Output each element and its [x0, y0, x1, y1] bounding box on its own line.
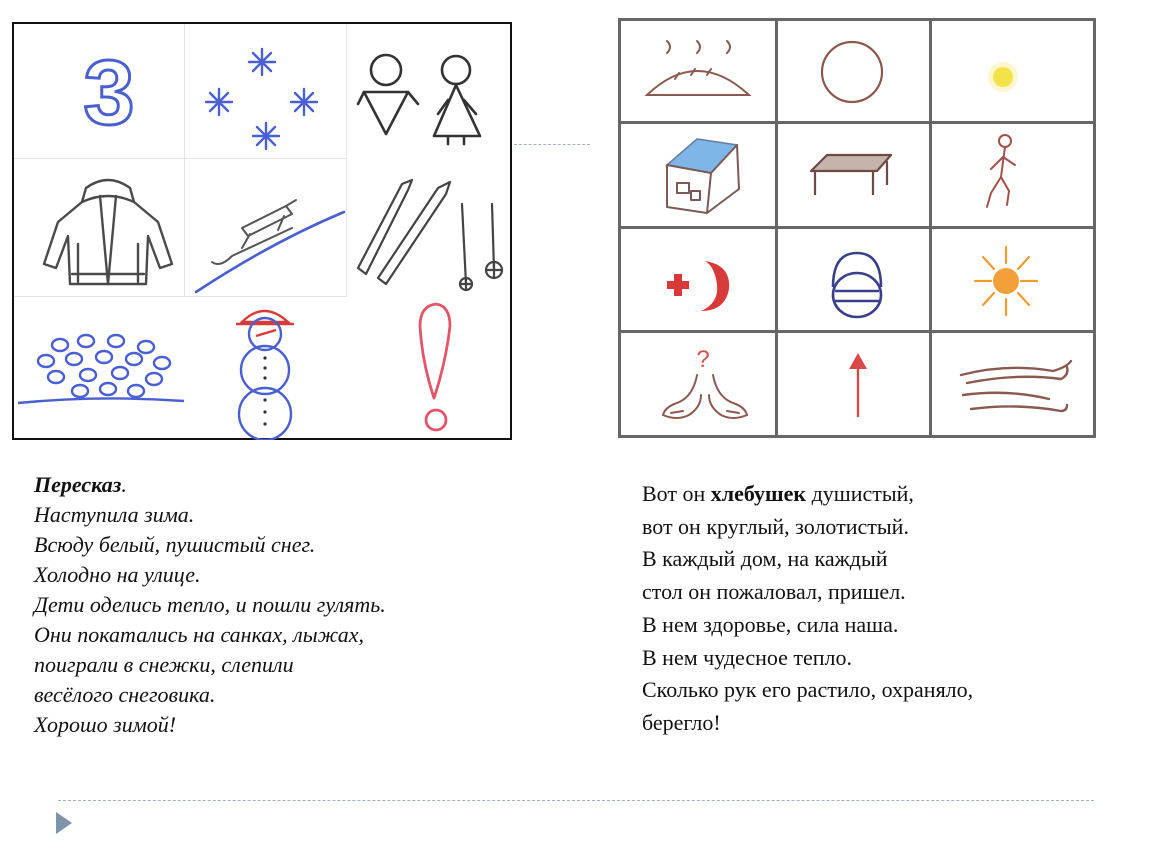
bread-poem	[642, 478, 1102, 740]
poem-line: вот он круглый, золотистый.	[642, 513, 909, 539]
retelling-text	[34, 470, 534, 740]
story-line: Дети оделись тепло, и пошли гулять.	[34, 592, 386, 617]
walking-man-icon	[983, 133, 1023, 217]
big-sun-icon	[971, 243, 1041, 319]
hands-question-icon	[657, 341, 757, 425]
story-line: поиграли в снежки, слепили	[34, 652, 294, 677]
next-slide-arrow-icon[interactable]	[56, 812, 72, 834]
bread-picture-grid	[618, 18, 1096, 438]
snowballs-icon	[16, 329, 186, 409]
coat-icon	[38, 174, 178, 289]
sled-on-hill-icon	[192, 184, 347, 294]
grid-line	[621, 226, 1093, 229]
basket-icon	[827, 247, 887, 323]
poem-line: берегло!	[642, 709, 721, 735]
circle-icon	[807, 37, 897, 107]
winter-picture-grid	[12, 22, 512, 440]
footer-rule	[58, 800, 1094, 801]
poem-line: В нем здоровье, сила наша.	[642, 611, 899, 637]
small-sun-icon	[983, 57, 1023, 97]
story-line: Холодно на улице.	[34, 562, 201, 587]
table-icon	[807, 149, 897, 199]
number-3-glyph: 3	[83, 52, 135, 134]
story-line: Хорошо зимой!	[34, 712, 177, 737]
skis-and-poles-icon	[354, 174, 512, 296]
poem-line: В нем чудесное тепло.	[642, 644, 853, 670]
poem-line: В каждый дом, на каждый	[642, 546, 888, 572]
red-cross-crescent-icon	[661, 255, 741, 315]
story-line: весёлого снеговика.	[34, 682, 216, 707]
warm-bread-loaf-icon	[641, 39, 755, 107]
grid-line	[621, 330, 1093, 333]
number-3-icon	[54, 52, 164, 134]
poem-line: Сколько рук его растило, охраняло,	[642, 677, 974, 703]
up-arrow-icon	[843, 351, 873, 421]
snowman-icon	[206, 300, 326, 440]
snowflakes-icon	[200, 44, 330, 154]
poem-keyword: хлебушек	[710, 481, 807, 506]
poem-line: стол он пожаловал, пришел.	[642, 579, 906, 605]
exclamation-icon	[406, 302, 466, 436]
story-line: Наступила зима.	[34, 502, 195, 527]
house-icon	[657, 133, 747, 217]
story-line: Они покатались на санках, лыжах,	[34, 622, 365, 647]
connector-line	[514, 144, 590, 145]
poem-line: Вот он хлебушек душистый,	[642, 481, 914, 506]
grid-line	[621, 121, 1093, 124]
question-mark: ?	[696, 346, 710, 373]
story-line: Всюду белый, пушистый снег.	[34, 532, 316, 557]
boy-girl-icon	[356, 52, 501, 147]
wind-icon	[957, 351, 1077, 421]
retelling-title: Пересказ.	[34, 472, 127, 497]
